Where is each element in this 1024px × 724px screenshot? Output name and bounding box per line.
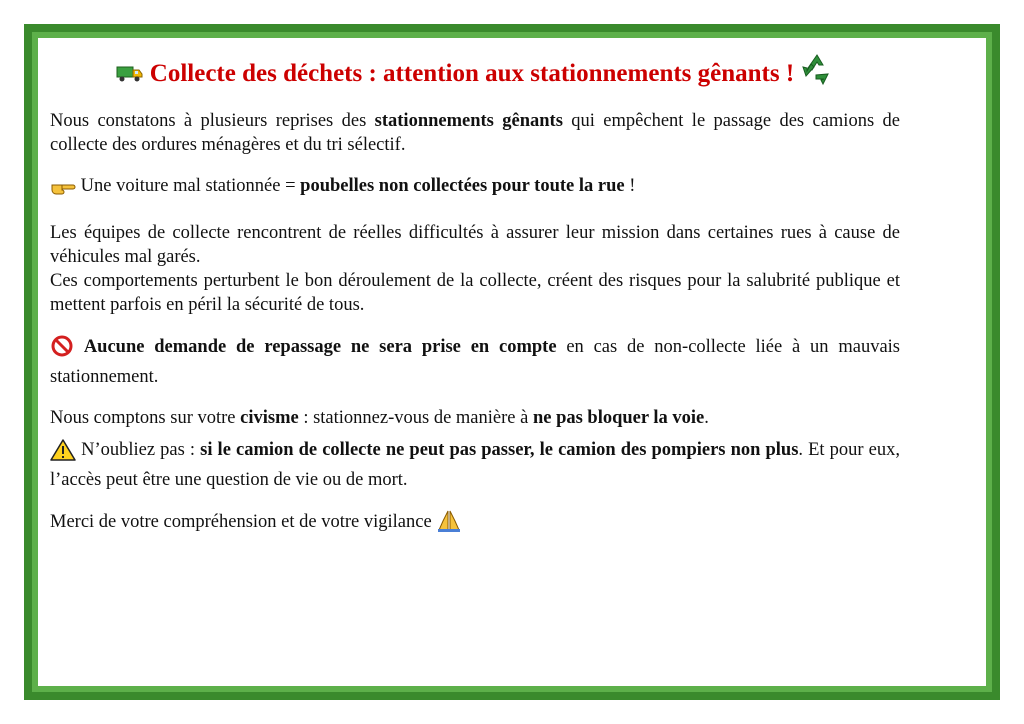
p7-text-1: Merci de votre compréhension et de votre vigilance	[50, 512, 437, 532]
pointing-hand-icon	[50, 175, 76, 204]
p5-text-1: Nous comptons sur votre	[50, 408, 241, 428]
prohibited-icon	[50, 334, 74, 365]
paragraph-2	[50, 174, 900, 204]
p2-text-1: Une voiture mal stationnée =	[76, 176, 301, 196]
recycle-icon	[800, 52, 834, 99]
p5-text-3: .	[704, 408, 709, 428]
paragraph-5	[50, 406, 900, 430]
p2-text-2: !	[624, 176, 636, 196]
p4-text-1: en cas de non-collecte liée à un mauvais stationnement.	[50, 337, 900, 387]
paragraph-7	[50, 509, 900, 540]
paragraph-3-line-2: Ces comportements perturbent le bon déroulement de la collecte, créent des risques pour la salubrité publique et mettent parfois en péril la sécurité de tous.	[50, 271, 900, 315]
p1-bold-1: stationnements gênants	[374, 111, 563, 131]
paragraph-6	[50, 438, 900, 492]
p5-bold-2: ne pas bloquer la voie	[532, 408, 705, 428]
title-text: Collecte des déchets : attention aux stationnements gênants !	[149, 60, 795, 88]
p1-text-2: qui empêchent le passage des camions de collecte des ordures ménagères et du tri sélectif.	[50, 111, 900, 155]
paragraph-4	[50, 334, 900, 389]
paragraph-3-line-1: Les équipes de collecte rencontrent de réelles difficultés à assurer leur mission dans certaines rues à cause de véhicules mal garés.	[50, 223, 900, 267]
p6-bold-1: si le camion de collecte ne peut pas passer, le camion des pompiers non plus	[200, 440, 799, 460]
p6-text-2: . Et pour eux, l’accès peut être une question de vie ou de mort.	[50, 440, 900, 490]
praying-hands-icon	[436, 509, 462, 540]
paragraph-1	[50, 109, 900, 157]
p5-text-2: : stationnez-vous de manière à	[298, 408, 533, 428]
p1-text-1: Nous constatons à plusieurs reprises des	[50, 111, 375, 131]
p2-bold-1: poubelles non collectées pour toute la rue	[300, 176, 625, 196]
p6-text-1: N’oubliez pas :	[76, 440, 201, 460]
warning-icon	[50, 439, 76, 468]
notice-content	[50, 52, 900, 540]
notice-title	[50, 52, 900, 99]
p4-bold-1: Aucune demande de repassage ne sera prise en compte	[83, 337, 557, 357]
garbage-truck-icon	[116, 56, 144, 96]
p5-bold-1: civisme	[240, 408, 299, 428]
